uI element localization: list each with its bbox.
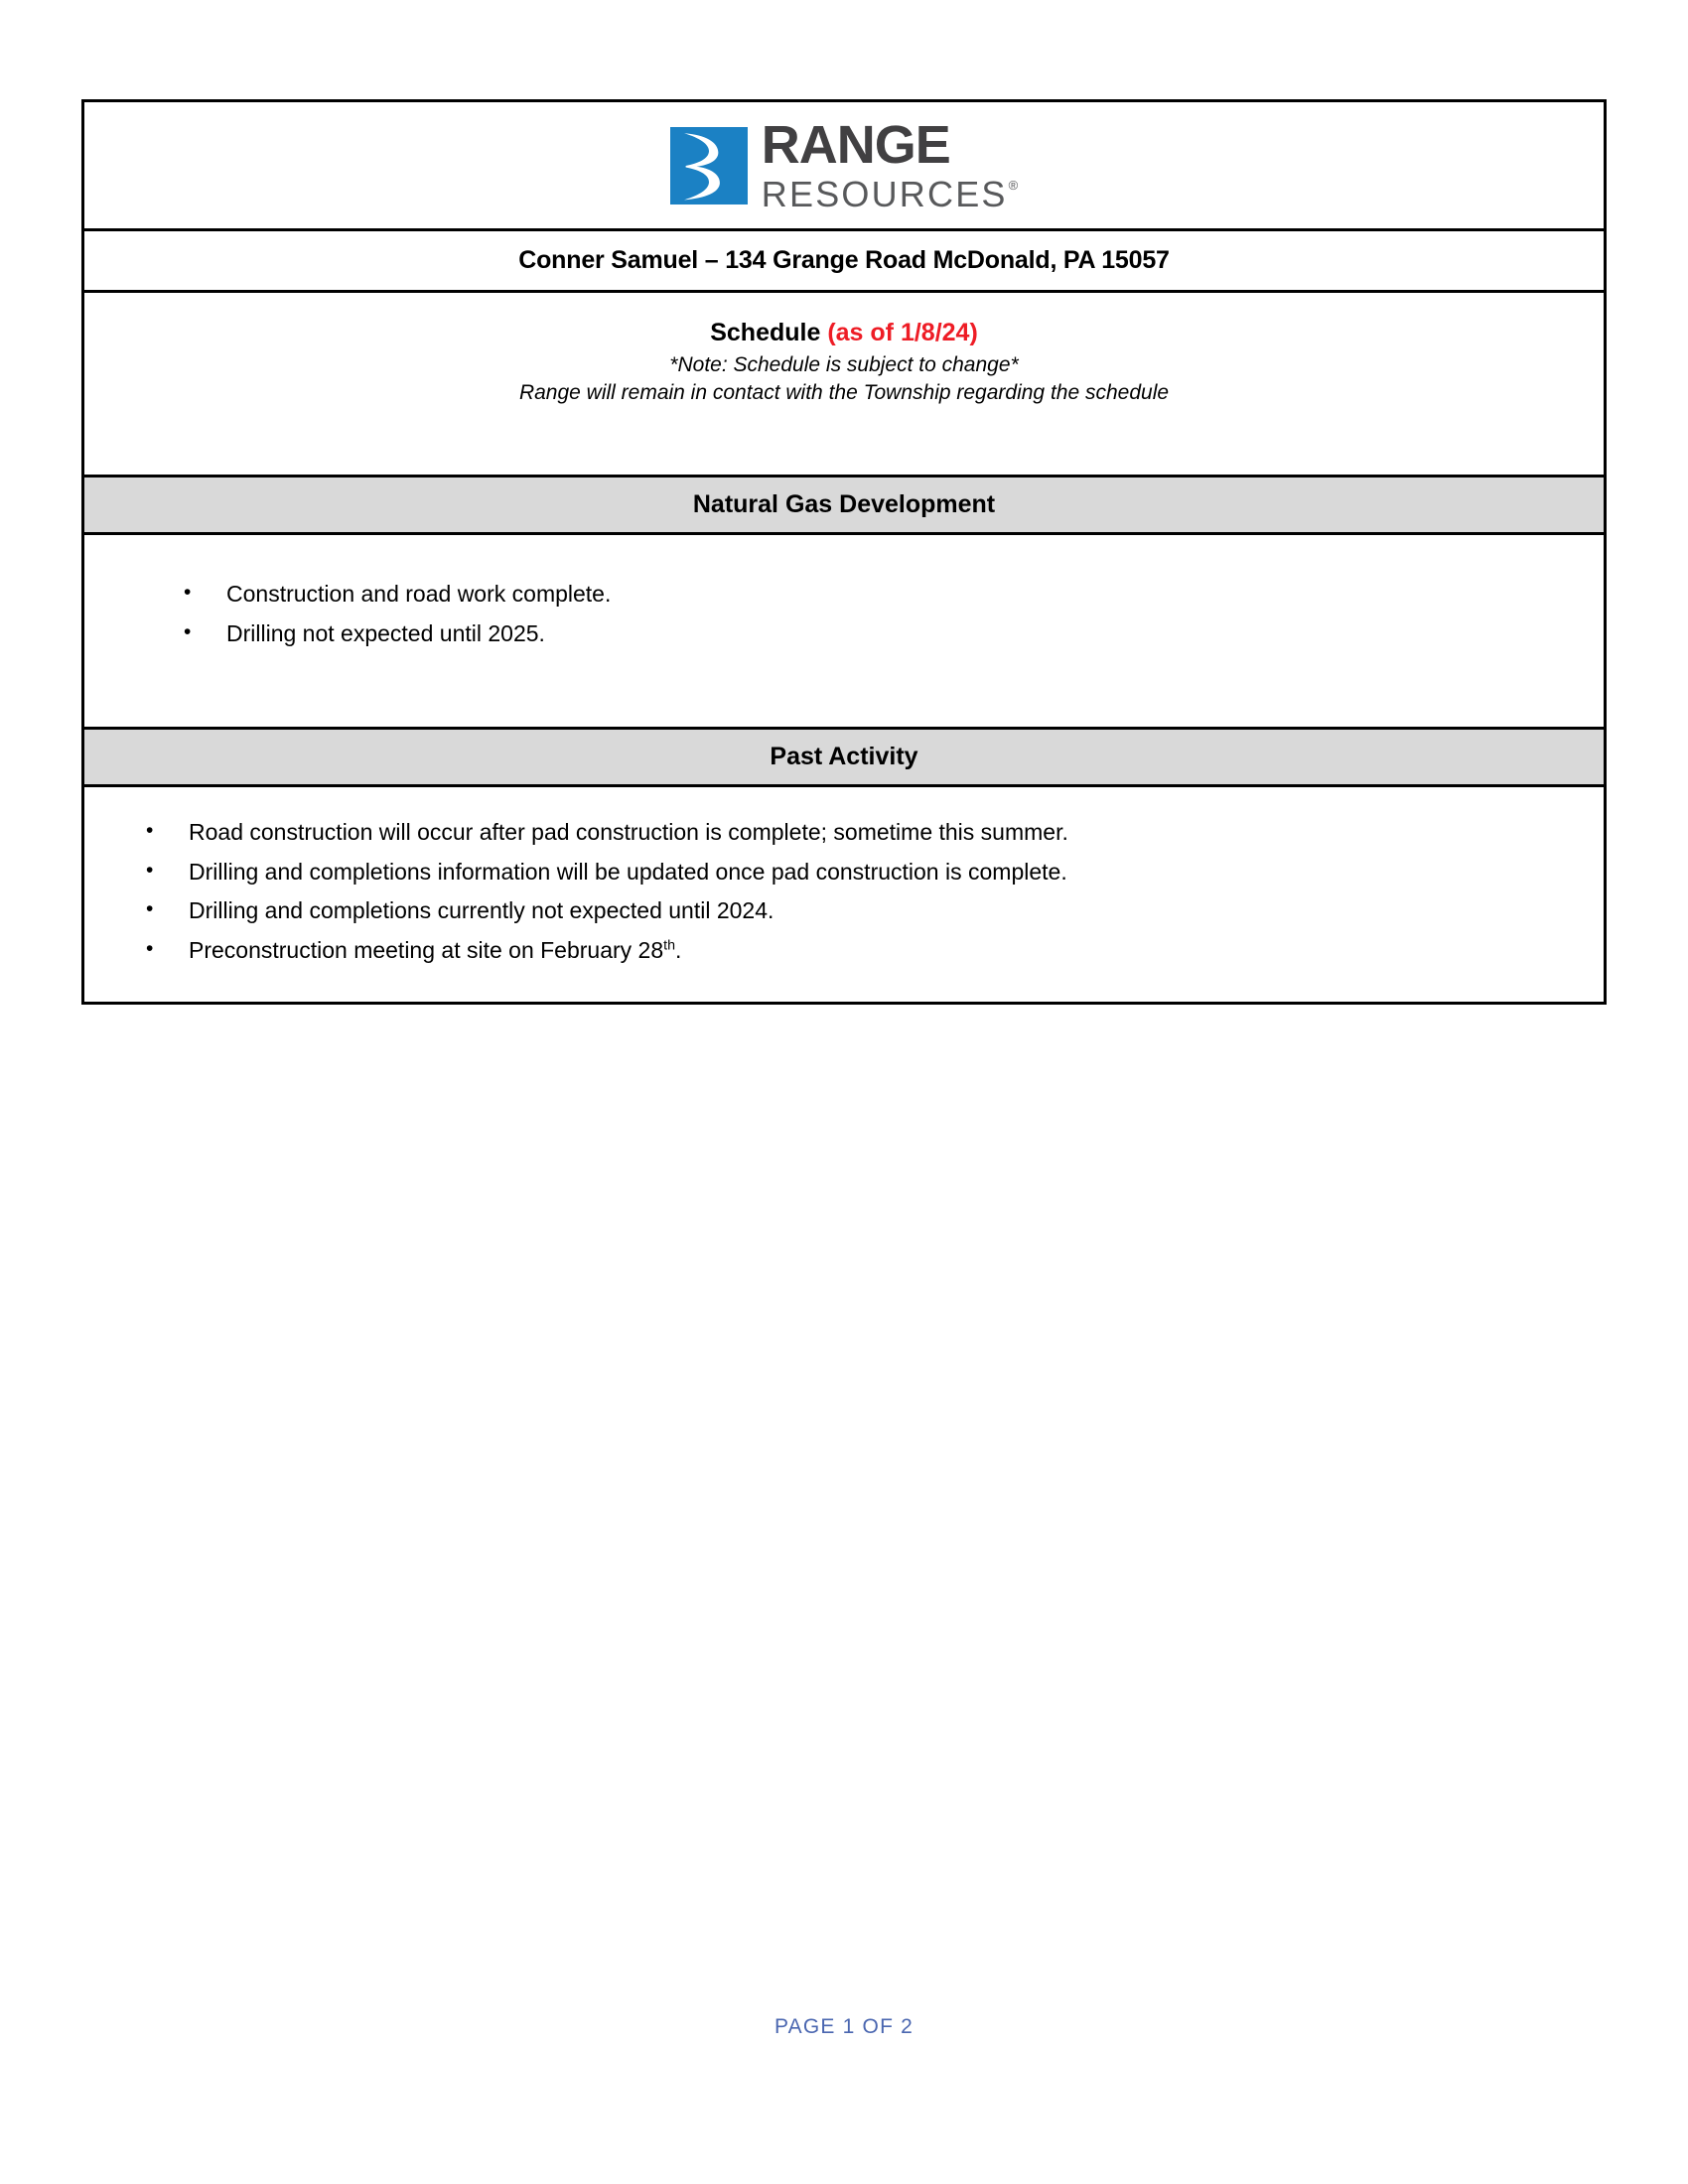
list-item: • Drilling and completions information will be updated once pad construction is complete. <box>84 853 1604 892</box>
ordinal-suffix: th <box>663 936 676 953</box>
schedule-as-of-date: (as of 1/8/24) <box>827 319 978 346</box>
schedule-label: Schedule <box>710 319 821 346</box>
schedule-note-line-2: Range will remain in contact with the Township regarding the schedule <box>518 381 1170 405</box>
section-content-natural-gas-development <box>84 535 1604 730</box>
page-title: Conner Samuel – 134 Grange Road McDonald, PA 15057 <box>518 246 1170 274</box>
range-resources-logo <box>670 115 1019 214</box>
list-item-text: Preconstruction meeting at site on February 28 <box>189 936 664 963</box>
registered-trademark-icon: ® <box>1008 178 1019 193</box>
section-banner-label: Natural Gas Development <box>692 490 996 518</box>
list-item: • Construction and road work complete. <box>84 575 1604 614</box>
page-number-label: PAGE 1 OF 2 <box>774 2015 914 2038</box>
list-item <box>84 931 1604 971</box>
logo-primary-word: RANGE <box>761 115 950 175</box>
schedule-table <box>81 99 1607 1005</box>
past-activity-bullet-list <box>84 813 1604 970</box>
section-content-past-activity <box>84 787 1604 1002</box>
page-footer <box>0 2015 1688 2039</box>
section-banner-natural-gas-development <box>84 478 1604 535</box>
logo-secondary-word: RESOURCES <box>761 174 1008 214</box>
schedule-note-line-1: *Note: Schedule is subject to change* <box>669 353 1019 376</box>
property-title-row <box>84 231 1604 293</box>
schedule-header-row <box>84 293 1604 478</box>
section-banner-label: Past Activity <box>770 743 918 770</box>
range-resources-logo-mark <box>670 127 748 205</box>
list-item: • Road construction will occur after pad construction is complete; sometime this summer. <box>84 813 1604 853</box>
section-banner-past-activity <box>84 730 1604 787</box>
logo-row <box>84 102 1604 231</box>
natural-gas-development-bullet-list <box>84 575 1604 653</box>
schedule-heading <box>710 319 978 347</box>
list-item: • Drilling not expected until 2025. <box>84 614 1604 654</box>
list-item-period: . <box>675 936 682 963</box>
logo-secondary-line <box>761 174 1019 214</box>
logo-wordmark <box>761 115 1019 214</box>
list-item: • Drilling and completions currently not expected until 2024. <box>84 891 1604 931</box>
